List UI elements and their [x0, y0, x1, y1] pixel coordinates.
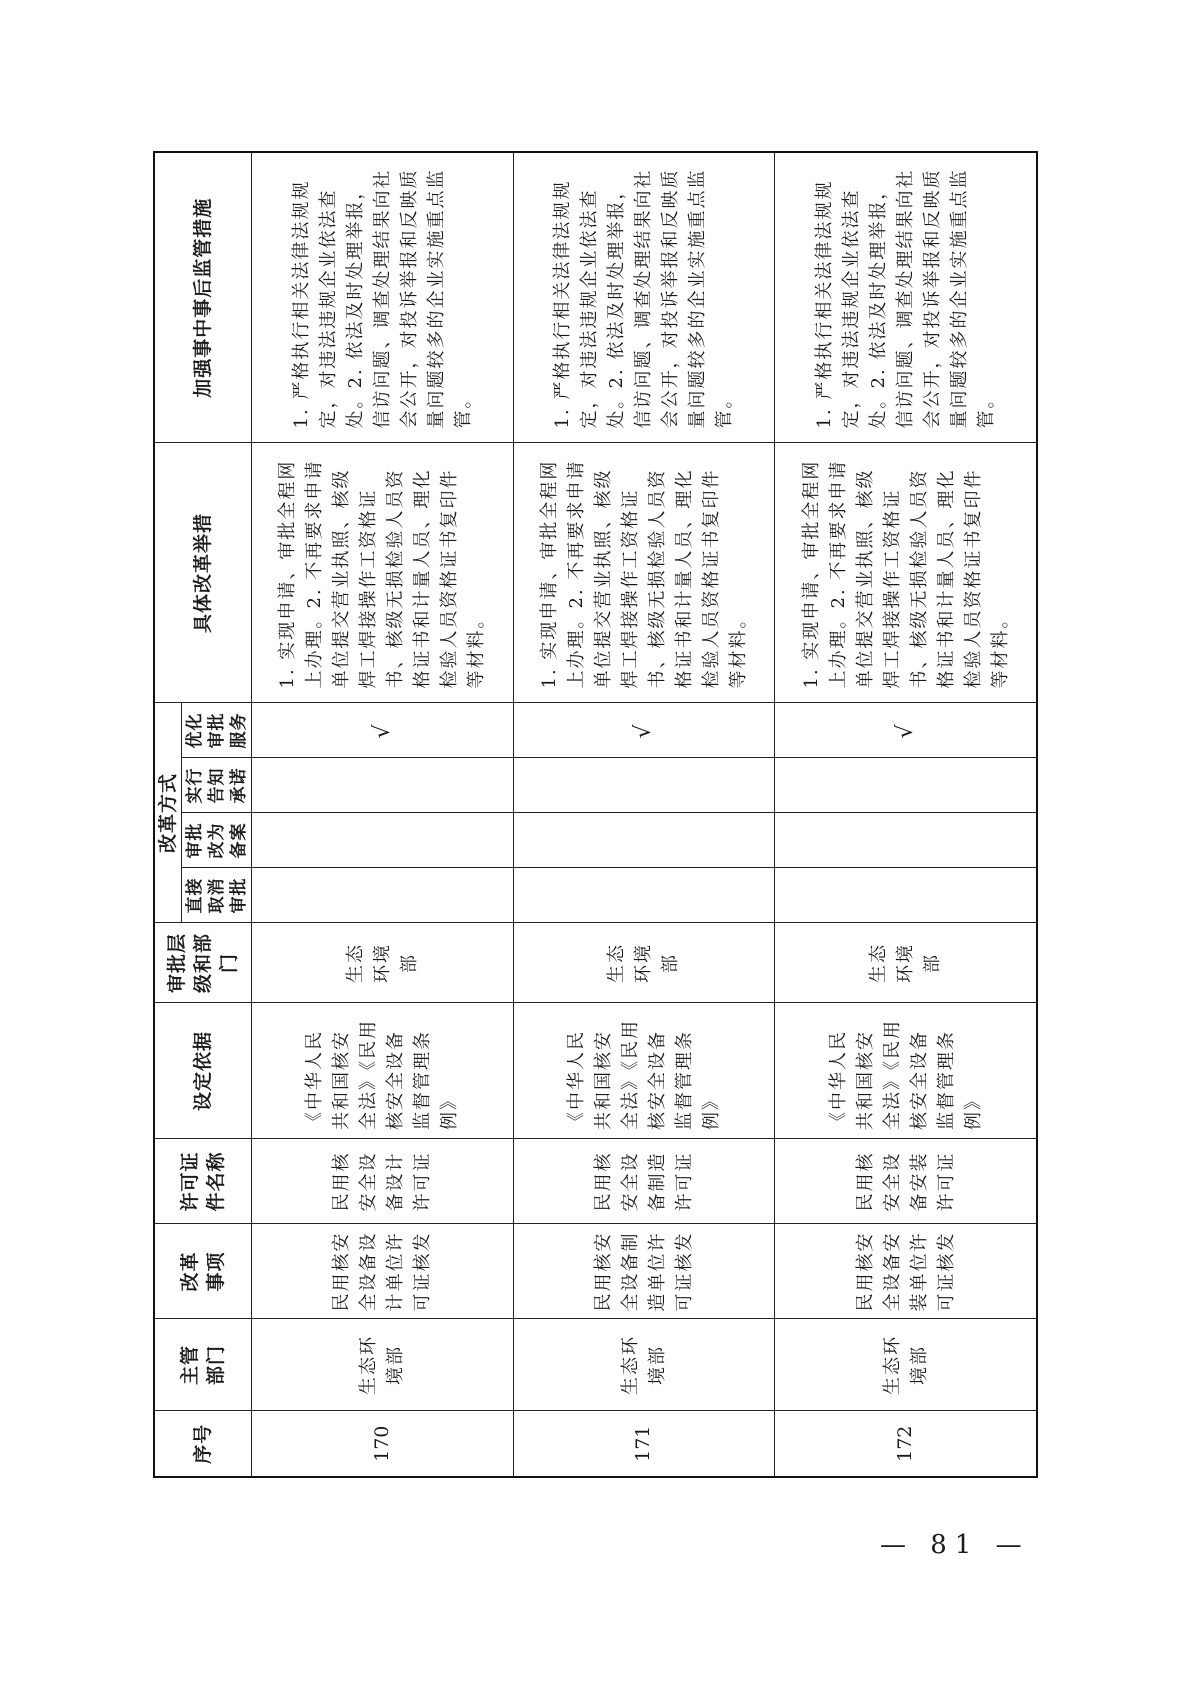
header-measures: 具体改革举措 — [154, 443, 252, 703]
cell-filing — [513, 813, 775, 868]
table-row — [513, 152, 775, 1477]
cell-basis: 《中华人民共和国核安全法》《民用核安全设备监督管理条例》 — [775, 1003, 1037, 1139]
header-dept: 主管部门 — [154, 1319, 252, 1411]
cell-license: 民用核安全设备设计许可证 — [252, 1139, 514, 1224]
header-mode-notify: 实行告知承诺 — [182, 758, 252, 813]
cell-seq: 171 — [513, 1411, 775, 1477]
cell-supervision: 1. 严格执行相关法律法规规定，对违法违规企业依法查处。2. 依法及时处理举报，信访问题、调查处理结果向社会公开，对投诉举报和反映质量问题较多的企业实施重点监管。 — [513, 152, 775, 443]
header-mode: 改革方式 — [154, 703, 182, 923]
header-seq: 序号 — [154, 1411, 252, 1477]
cell-supervision: 1. 严格执行相关法律法规规定，对违法违规企业依法查处。2. 依法及时处理举报，信访问题、调查处理结果向社会公开，对投诉举报和反映质量问题较多的企业实施重点监管。 — [775, 152, 1037, 443]
table-row — [252, 152, 514, 1477]
header-item: 改革事项 — [154, 1224, 252, 1319]
cell-basis: 《中华人民共和国核安全法》《民用核安全设备监督管理条例》 — [252, 1003, 514, 1139]
cell-seq: 172 — [775, 1411, 1037, 1477]
cell-seq: 170 — [252, 1411, 514, 1477]
cell-item: 民用核安全设备制造单位许可证核发 — [513, 1224, 775, 1319]
header-level: 审批层级和部门 — [154, 923, 252, 1003]
cell-optimize-check: √ — [775, 703, 1037, 758]
cell-optimize-check: √ — [252, 703, 514, 758]
cell-level: 生态环境部 — [513, 923, 775, 1003]
cell-supervision: 1. 严格执行相关法律法规规定，对违法违规企业依法查处。2. 依法及时处理举报，信访问题、调查处理结果向社会公开，对投诉举报和反映质量问题较多的企业实施重点监管。 — [252, 152, 514, 443]
header-mode-filing: 审批改为备案 — [182, 813, 252, 868]
cell-notify — [252, 758, 514, 813]
header-row-1 — [154, 152, 182, 1477]
cell-license: 民用核安全设备安装许可证 — [775, 1139, 1037, 1224]
cell-dept: 生态环境部 — [252, 1319, 514, 1411]
cell-cancel — [252, 868, 514, 923]
header-basis: 设定依据 — [154, 1003, 252, 1139]
page-number: — 81 — — [880, 1530, 1030, 1560]
reform-table — [153, 151, 1038, 1478]
cell-measures: 1. 实现申请、审批全程网上办理。2. 不再要求申请单位提交营业执照、核级焊工焊接操作工资格证书、核级无损检验人员资格证书和计量人员、理化检验人员资格证书复印件等材料。 — [775, 443, 1037, 703]
cell-optimize-check: √ — [513, 703, 775, 758]
table-row — [775, 152, 1037, 1477]
cell-dept: 生态环境部 — [513, 1319, 775, 1411]
cell-notify — [775, 758, 1037, 813]
cell-measures: 1. 实现申请、审批全程网上办理。2. 不再要求申请单位提交营业执照、核级焊工焊接操作工资格证书、核级无损检验人员资格证书和计量人员、理化检验人员资格证书复印件等材料。 — [513, 443, 775, 703]
cell-level: 生态环境部 — [775, 923, 1037, 1003]
rotated-table-wrapper — [153, 153, 1038, 1478]
cell-dept: 生态环境部 — [775, 1319, 1037, 1411]
cell-item: 民用核安全设备安装单位许可证核发 — [775, 1224, 1037, 1319]
cell-cancel — [513, 868, 775, 923]
header-mode-cancel: 直接取消审批 — [182, 868, 252, 923]
header-license: 许可证件名称 — [154, 1139, 252, 1224]
header-mode-optimize: 优化审批服务 — [182, 703, 252, 758]
cell-measures: 1. 实现申请、审批全程网上办理。2. 不再要求申请单位提交营业执照、核级焊工焊接操作工资格证书、核级无损检验人员资格证书和计量人员、理化检验人员资格证书复印件等材料。 — [252, 443, 514, 703]
cell-license: 民用核安全设备制造许可证 — [513, 1139, 775, 1224]
cell-basis: 《中华人民共和国核安全法》《民用核安全设备监督管理条例》 — [513, 1003, 775, 1139]
cell-level: 生态环境部 — [252, 923, 514, 1003]
cell-filing — [252, 813, 514, 868]
header-supervision: 加强事中事后监管措施 — [154, 152, 252, 443]
cell-item: 民用核安全设备设计单位许可证核发 — [252, 1224, 514, 1319]
cell-notify — [513, 758, 775, 813]
cell-filing — [775, 813, 1037, 868]
cell-cancel — [775, 868, 1037, 923]
